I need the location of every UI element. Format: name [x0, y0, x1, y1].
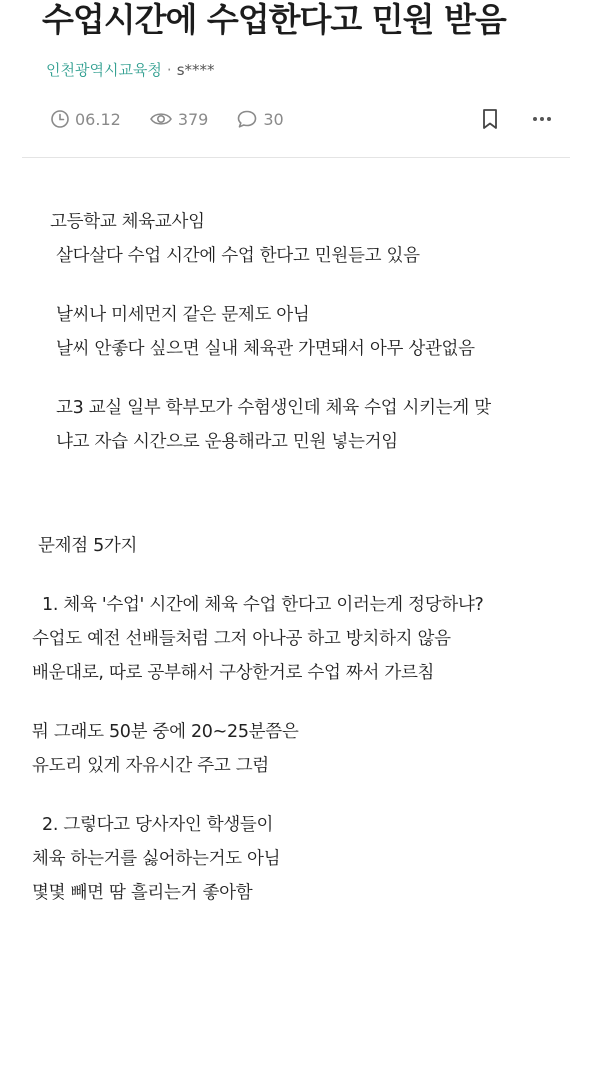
more-dots-icon	[532, 116, 552, 122]
author-row	[46, 60, 215, 80]
separator: ·	[166, 61, 172, 79]
post-title: 수업시간에 수업한다고 민원 받음	[42, 0, 506, 39]
body-line: 수업도 예전 선배들처럼 그저 아나공 하고 방치하지 않음	[32, 629, 451, 649]
more-options-button[interactable]	[529, 106, 555, 132]
body-line: 뭐 그래도 50분 중에 20~25분쯤은	[32, 722, 299, 742]
body-line: 냐고 자습 시간으로 운용해라고 민원 넣는거임	[56, 432, 398, 452]
post-meta	[50, 106, 555, 132]
post-body	[32, 205, 592, 910]
body-line: 1. 체육 '수업' 시간에 체육 수업 한다고 이러는게 정당하냐?	[42, 595, 484, 615]
post-date	[50, 109, 121, 129]
body-line: 고등학교 체육교사임	[50, 212, 205, 232]
body-line: 살다살다 수업 시간에 수업 한다고 민원듣고 있음	[56, 246, 420, 266]
comment-bubble-icon	[236, 109, 258, 129]
author-name[interactable]: s****	[176, 61, 215, 79]
post-views	[149, 109, 209, 129]
body-line: 날씨나 미세먼지 같은 문제도 아님	[56, 305, 310, 325]
post-comments[interactable]	[236, 109, 283, 129]
bookmark-button[interactable]	[477, 106, 503, 132]
body-line: 체육 하는거를 싫어하는거도 아님	[32, 849, 281, 869]
body-line: 고3 교실 일부 학부모가 수험생인데 체육 수업 시키는게 맞	[56, 398, 491, 418]
header-divider	[22, 157, 570, 158]
views-count: 379	[177, 109, 209, 129]
body-line: 유도리 있게 자유시간 주고 그럼	[32, 756, 269, 776]
eye-icon	[149, 109, 173, 129]
bookmark-icon	[481, 108, 499, 130]
organization-link[interactable]: 인천광역시교육청	[46, 61, 162, 79]
body-line: 몇몇 빼면 땀 흘리는거 좋아함	[32, 883, 253, 903]
body-line: 2. 그렇다고 당사자인 학생들이	[42, 815, 274, 835]
clock-icon	[50, 109, 70, 129]
comments-count: 30	[263, 109, 284, 129]
date-text: 06.12	[75, 109, 121, 129]
body-line: 문제점 5가지	[38, 536, 138, 556]
body-line: 날씨 안좋다 싶으면 실내 체육관 가면돼서 아무 상관없음	[56, 339, 475, 359]
body-line: 배운대로, 따로 공부해서 구상한거로 수업 짜서 가르침	[32, 663, 435, 683]
